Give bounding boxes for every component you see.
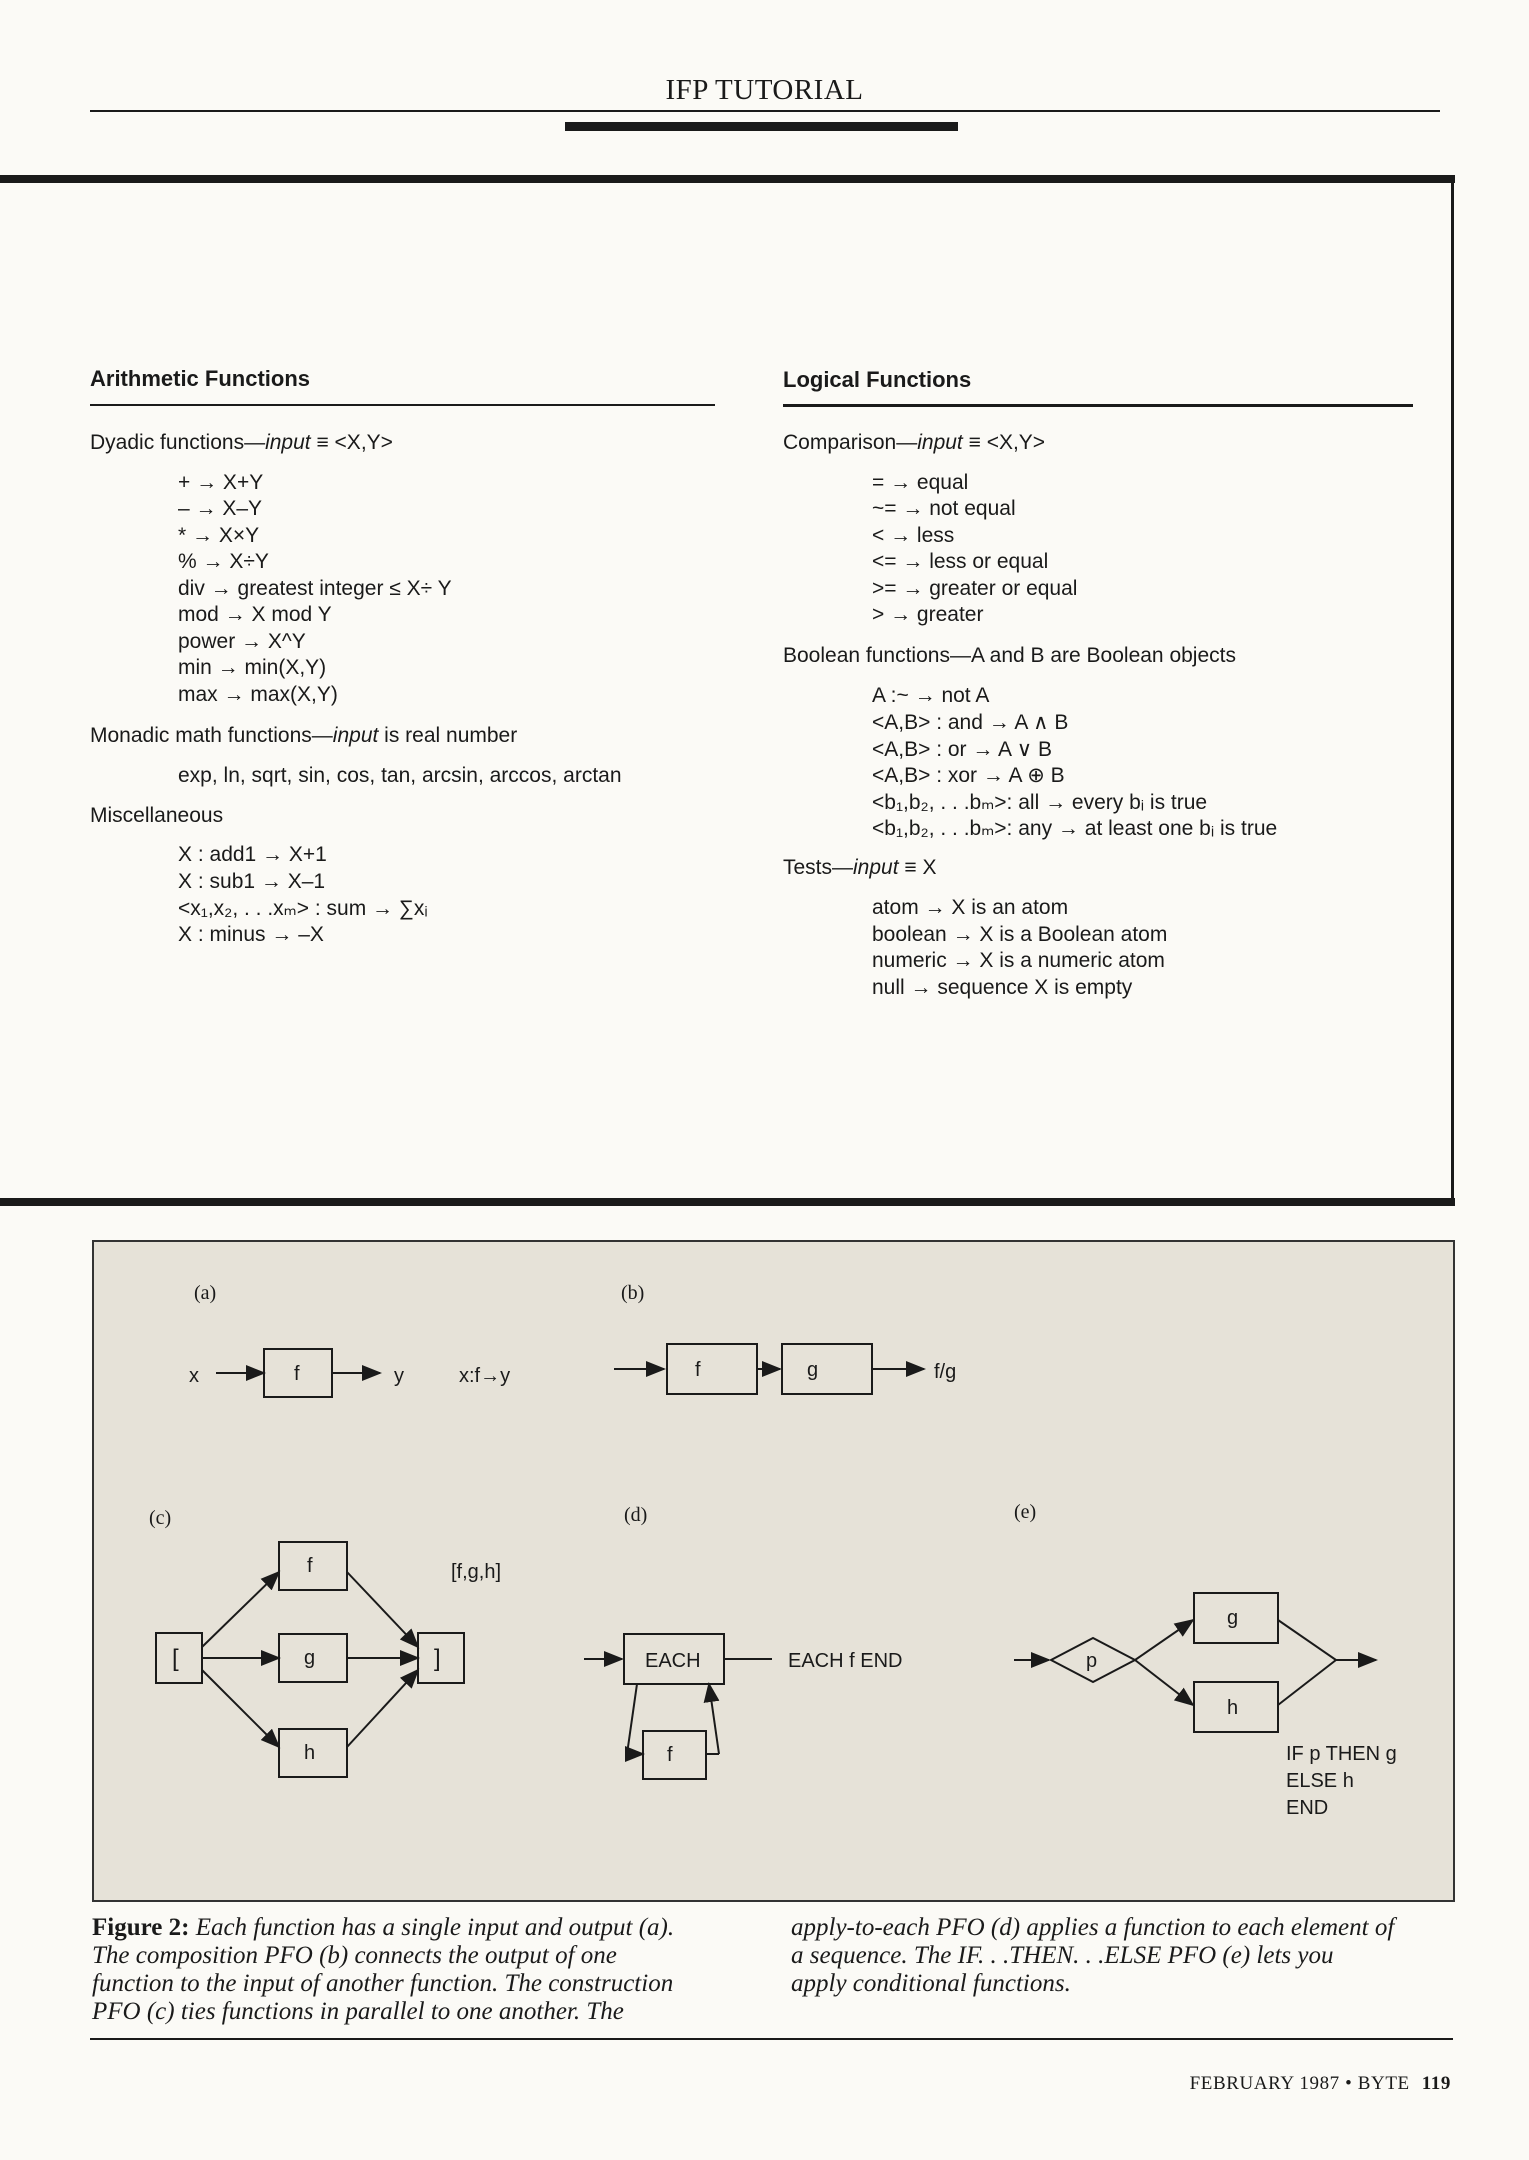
caption-line: apply-to-each PFO (d) applies a function to each element of [791, 1914, 1395, 1941]
dyadic-item: + → X+Y [178, 471, 264, 494]
boolean-item: A :~ → not A [872, 684, 990, 707]
e-line-p-g [1135, 1620, 1193, 1660]
e-line-p-h [1135, 1660, 1193, 1705]
logical-title: Logical Functions [783, 367, 972, 392]
page-number: 119 [1421, 2073, 1451, 2094]
monadic-list: exp, ln, sqrt, sin, cos, tan, arcsin, arccos, arctan [178, 764, 622, 787]
c-f-label: f [307, 1555, 313, 1577]
misc-item: <x₁,x₂, . . .xₘ> : sum → ∑xᵢ [178, 897, 428, 920]
tests-item: boolean → X is a Boolean atom [872, 923, 1168, 946]
b-notation: f/g [934, 1361, 957, 1383]
caption-line: function to the input of another function. The construction [92, 1970, 674, 1997]
footer [1190, 2073, 1451, 2095]
dyadic-item: % → X÷Y [178, 550, 269, 573]
dyadic-item: – → X–Y [178, 497, 263, 520]
boolean-item: <A,B> : or → A ∨ B [872, 738, 1052, 761]
e-notation-line: END [1286, 1797, 1329, 1819]
caption-left [92, 1914, 752, 2026]
footer-date-magazine: FEBRUARY 1987 • BYTE [1189, 2073, 1410, 2094]
logical-title-rule [783, 404, 1413, 407]
b-g-box [782, 1344, 872, 1394]
d-f-box [643, 1731, 706, 1779]
b-g-label: g [807, 1359, 819, 1381]
header-rule [90, 110, 1440, 112]
caption-label: Figure 2: [92, 1914, 190, 1941]
dyadic-item: min → min(X,Y) [178, 656, 327, 679]
running-head: IFP TUTORIAL [665, 74, 864, 106]
dyadic-item: div → greatest integer ≤ X÷ Y [178, 577, 452, 600]
panel-label-b: (b) [621, 1282, 645, 1304]
c-line-open-f [202, 1572, 279, 1647]
e-line-g-out [1278, 1620, 1336, 1660]
tests-item: null → sequence X is empty [872, 976, 1133, 999]
panel-label-e: (e) [1014, 1501, 1037, 1523]
misc-item: X : minus → –X [178, 923, 324, 946]
dyadic-item: max → max(X,Y) [178, 683, 338, 706]
figure-2 [92, 1240, 1455, 1902]
comparison-item: > → greater [872, 603, 984, 626]
e-g-label: g [1227, 1607, 1239, 1629]
c-line-open-h [202, 1670, 279, 1747]
caption-line: Figure 2: Each function has a single input and output (a). [92, 1914, 675, 1941]
e-p-label: p [1086, 1650, 1098, 1672]
comparison-heading: Comparison—input ≡ <X,Y> [783, 431, 1046, 454]
e-h-label: h [1227, 1697, 1239, 1719]
boolean-heading: Boolean functions—A and B are Boolean objects [783, 644, 1236, 667]
comparison-item: >= → greater or equal [872, 577, 1078, 600]
a-notation: x:f→y [459, 1365, 511, 1387]
e-notation-line: IF p THEN g [1286, 1743, 1397, 1765]
table-top-rule [0, 175, 1455, 183]
monadic-heading: Monadic math functions—input is real number [90, 724, 518, 747]
table-right-rule [1451, 175, 1454, 1205]
d-f-label: f [667, 1744, 673, 1766]
b-f-box [667, 1344, 757, 1394]
header-bar [565, 122, 958, 131]
caption-line: a sequence. The IF. . .THEN. . .ELSE PFO (e) lets you [791, 1942, 1334, 1969]
c-open-label: [ [172, 1645, 179, 1672]
boolean-item: <b₁,b₂, . . .bₘ>: any → at least one bᵢ is true [872, 817, 1278, 840]
panel-label-a: (a) [194, 1282, 217, 1304]
a-output-y: y [394, 1365, 404, 1387]
boolean-item: <A,B> : and → A ∧ B [872, 711, 1069, 734]
comparison-item: = → equal [872, 471, 969, 494]
panel-label-d: (d) [624, 1504, 648, 1526]
c-notation: [f,g,h] [451, 1561, 502, 1583]
panel-label-c: (c) [149, 1507, 172, 1529]
tests-item: atom → X is an atom [872, 896, 1069, 919]
tests-item: numeric → X is a numeric atom [872, 949, 1165, 972]
c-close-box [418, 1633, 464, 1683]
misc-item: X : add1 → X+1 [178, 843, 327, 866]
caption-line: The composition PFO (b) connects the output of one [92, 1942, 617, 1969]
table-bottom-rule [0, 1198, 1455, 1206]
e-line-h-out [1278, 1660, 1336, 1705]
tests-heading: Tests—input ≡ X [783, 856, 937, 879]
dyadic-heading: Dyadic functions—input ≡ <X,Y> [90, 431, 393, 454]
dyadic-item: * → X×Y [178, 524, 260, 547]
caption-line: PFO (c) ties functions in parallel to one another. The [92, 1998, 624, 2025]
comparison-item: < → less [872, 524, 955, 547]
a-f-label: f [294, 1363, 300, 1385]
misc-heading: Miscellaneous [90, 804, 224, 827]
c-line-h-close [347, 1670, 418, 1747]
c-g-label: g [304, 1647, 316, 1669]
arithmetic-title: Arithmetic Functions [90, 366, 311, 391]
a-input-x: x [189, 1365, 199, 1387]
b-f-label: f [695, 1359, 701, 1381]
boolean-item: <b₁,b₂, . . .bₘ>: all → every bᵢ is true [872, 791, 1208, 814]
c-open-box [156, 1633, 202, 1683]
d-each-label: EACH [645, 1650, 701, 1672]
boolean-item: <A,B> : xor → A ⊕ B [872, 764, 1065, 787]
dyadic-item: power → X^Y [178, 630, 306, 653]
d-down-line [627, 1684, 637, 1754]
d-notation: EACH f END [788, 1650, 903, 1672]
c-f-box [279, 1542, 347, 1590]
caption-right [791, 1914, 1461, 1998]
footer-rule [90, 2038, 1453, 2040]
e-notation-line: ELSE h [1286, 1770, 1354, 1792]
comparison-item: <= → less or equal [872, 550, 1049, 573]
misc-item: X : sub1 → X–1 [178, 870, 326, 893]
arithmetic-title-rule [90, 404, 715, 406]
caption-line: apply conditional functions. [791, 1970, 1071, 1997]
dyadic-item: mod → X mod Y [178, 603, 332, 626]
c-line-f-close [347, 1572, 418, 1647]
c-close-label: ] [434, 1645, 441, 1672]
c-h-label: h [304, 1742, 316, 1764]
d-up-line-2 [709, 1684, 719, 1754]
comparison-item: ~= → not equal [872, 497, 1016, 520]
